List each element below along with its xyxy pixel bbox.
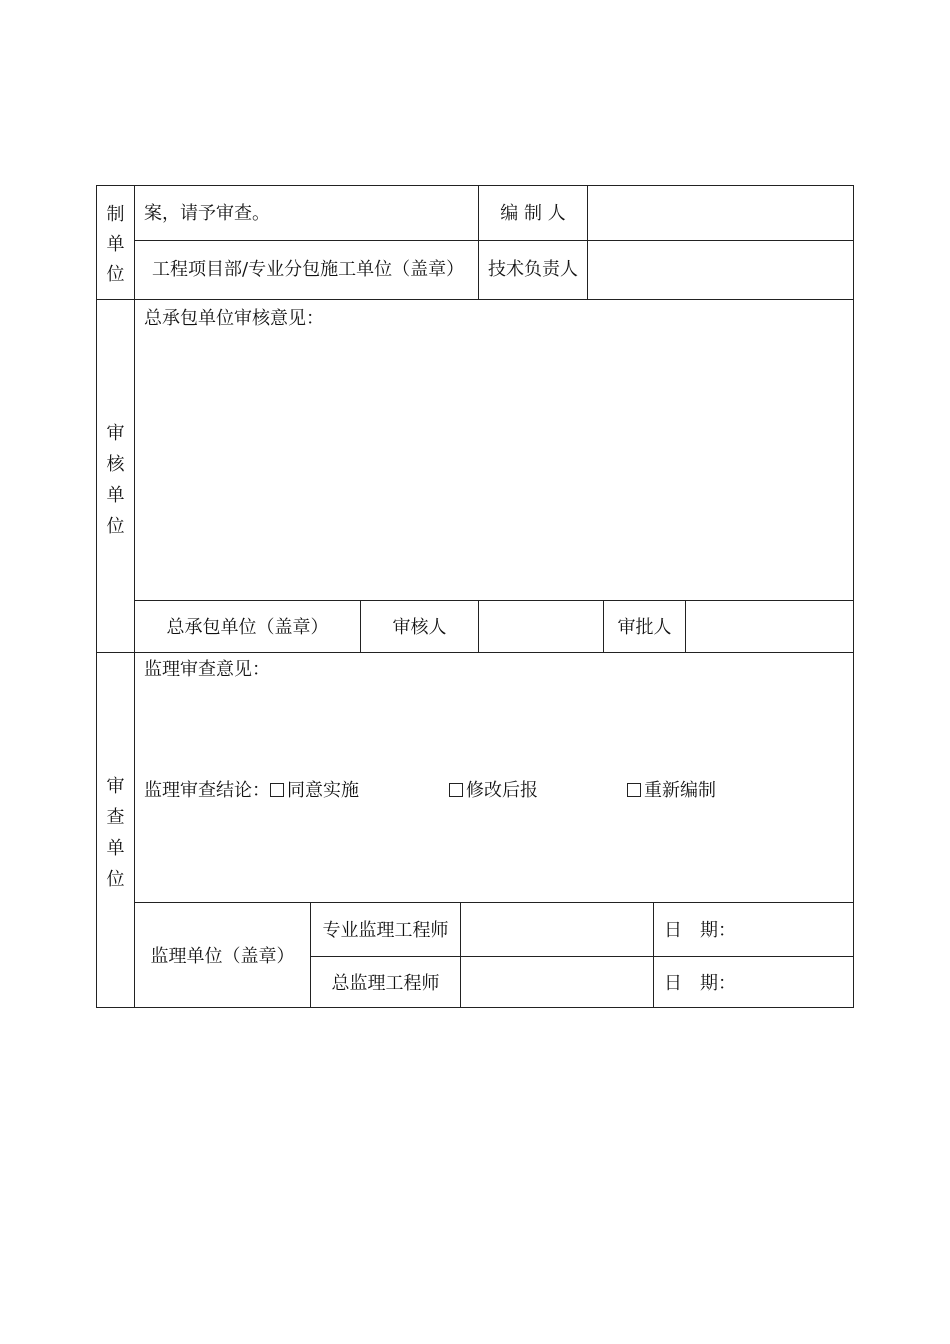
option-revise[interactable]: [449, 780, 538, 802]
compile-row2-role: 技术负责人: [488, 259, 578, 280]
inspect-chief-label: 总监理工程师: [331, 973, 440, 994]
review-opinion-label: 总承包单位审核意见：: [144, 308, 324, 329]
inspect-opinion-label: 监理审查意见：: [144, 659, 270, 680]
line: [96, 299, 854, 300]
inspect-unit-label: 监理单位（盖章）: [150, 946, 295, 967]
line: [96, 652, 854, 653]
line: [587, 185, 588, 300]
line: [96, 185, 854, 186]
inspect-side-label: 审查单位: [106, 776, 125, 890]
option-recompile[interactable]: [627, 780, 716, 802]
compile-row1-role: 编 制 人: [500, 203, 566, 224]
option-revise-label: 修改后报: [466, 780, 538, 801]
inspect-date2-label: 日 期：: [664, 973, 736, 994]
line: [96, 1007, 854, 1008]
review-approver-label: 审批人: [617, 617, 672, 638]
line: [134, 902, 854, 903]
inspect-engineer-label: 专业监理工程师: [322, 920, 449, 941]
checkbox-icon[interactable]: [627, 783, 641, 797]
option-approve[interactable]: [270, 780, 359, 802]
line: [460, 902, 461, 1008]
checkbox-icon[interactable]: [270, 783, 284, 797]
review-unit-label: 总承包单位（盖章）: [166, 617, 329, 638]
line: [310, 956, 854, 957]
inspect-conclusion-label: 监理审查结论：: [144, 780, 270, 801]
inspect-date1-label: 日 期：: [664, 920, 736, 941]
line: [685, 600, 686, 653]
compile-side-label: 制单位: [106, 204, 125, 285]
option-recompile-label: 重新编制: [644, 780, 716, 801]
review-reviewer-label: 审核人: [392, 617, 447, 638]
review-side-label: 审核单位: [106, 423, 125, 537]
line: [478, 600, 479, 653]
line: [134, 600, 854, 601]
line: [134, 240, 854, 241]
compile-row1-text: 案，请予审查。: [144, 203, 270, 224]
line: [853, 185, 854, 1008]
checkbox-icon[interactable]: [449, 783, 463, 797]
line: [134, 185, 135, 1008]
option-approve-label: 同意实施: [287, 780, 359, 801]
compile-row2-text: 工程项目部/专业分包施工单位（盖章）: [152, 259, 465, 280]
line: [653, 902, 654, 1008]
